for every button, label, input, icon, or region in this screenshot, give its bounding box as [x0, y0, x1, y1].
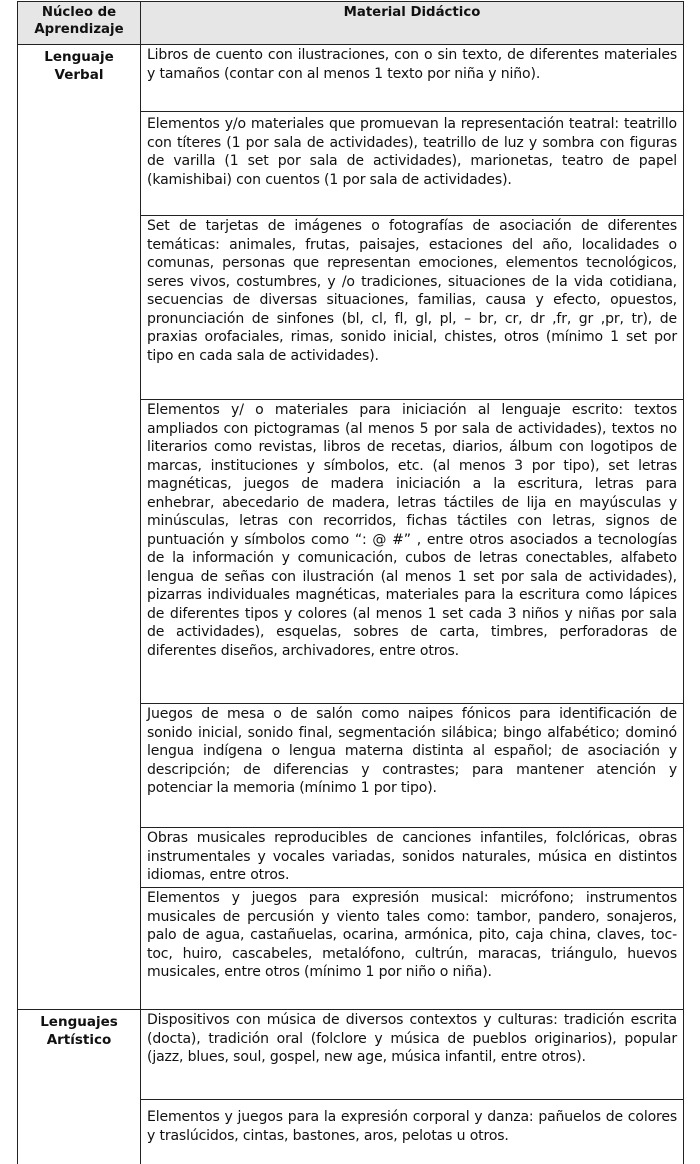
material-cell: Elementos y juegos para la expresión corporal y danza: pañuelos de colores y traslúcidos, cintas, bastones, aros, pelotas u otros.: [141, 1100, 684, 1164]
material-cell: Set de tarjetas de imágenes o fotografías de asociación de diferentes temáticas: animales, frutas, paisajes, estaciones del año, localidades o comunas, personas que representan emociones, elementos tecnológicos, seres vivos, costumbres, y /o tradiciones, situaciones de la vida cotidiana, secuencias de diversas situaciones, familias, causa y efecto, opuestos, pronunciación de sinfones (bl, cl, fl, gl, pl, – br, cr, dr ,fr, gr ,pr, tr), de praxias orofaciales, rimas, sonido inicial, chistes, otros (mínimo 1 set por tipo en cada sala de actividades).: [141, 216, 684, 400]
nucleo-lenguaje-verbal: Lenguaje Verbal: [18, 45, 141, 1010]
header-nucleo: Núcleo de Aprendizaje: [18, 2, 141, 45]
materials-table: [17, 1, 684, 1164]
nucleo-lenguajes-artistico: Lenguajes Artístico: [18, 1010, 141, 1164]
material-cell: Elementos y juegos para expresión musical: micrófono; instrumentos musicales de percusión y viento tales como: tambor, pandero, sonajeros, palo de agua, castañuelas, ocarina, armónica, pito, caja china, claves, toc-toc, huiro, cascabeles, metalófono, cultrún, maracas, triángulo, huevos musicales, entre otros (mínimo 1 por niño o niña).: [141, 888, 684, 1010]
table-row: [18, 45, 684, 112]
material-cell: Elementos y/ o materiales para iniciación al lenguaje escrito: textos ampliados con pictogramas (al menos 5 por sala de actividades), textos no literarios como revistas, libros de recetas, diarios, álbum con logotipos de marcas, instituciones y símbolos, etc. (al menos 3 por tipo), set letras magnéticas, juegos de madera iniciación a la escritura, letras para enhebrar, abecedario de madera, letras táctiles de lija en mayúsculas y minúsculas, letras con recorridos, fichas táctiles con letras, signos de puntuación y símbolos como “: @ #” , entre otros asociados a tecnologías de la información y comunicación, cubos de letras conectables, alfabeto lengua de señas con ilustración (al menos 1 set por sala de actividades), pizarras individuales magnéticas, materiales para la escritura como lápices de diferentes tipos y colores (al menos 1 set cada 3 niños y niñas por sala de actividades), esquelas, sobres de carta, timbres, perforadoras de diferentes diseños, archivadores, entre otros.: [141, 400, 684, 704]
header-material: Material Didáctico: [141, 2, 684, 45]
material-cell: Juegos de mesa o de salón como naipes fónicos para identificación de sonido inicial, sonido final, segmentación silábica; bingo alfabético; dominó lengua indígena o lengua materna distinta al español; de asociación y descripción; de diferencias y contrastes; para mantener atención y potenciar la memoria (mínimo 1 por tipo).: [141, 704, 684, 828]
table-row: [18, 1010, 684, 1100]
material-cell: Obras musicales reproducibles de canciones infantiles, folclóricas, obras instrumentales y vocales variadas, sonidos naturales, música en distintos idiomas, entre otros.: [141, 828, 684, 888]
header-row: [18, 2, 684, 45]
material-cell: Dispositivos con música de diversos contextos y culturas: tradición escrita (docta), tradición oral (folclore y música de pueblos originarios), popular (jazz, blues, soul, gospel, new age, música infantil, entre otros).: [141, 1010, 684, 1100]
material-cell: Elementos y/o materiales que promuevan la representación teatral: teatrillo con títeres (1 por sala de actividades), teatrillo de luz y sombra con figuras de varilla (1 set por sala de actividades), marionetas, teatro de papel (kamishibai) con cuentos (1 por sala de actividades).: [141, 112, 684, 216]
material-cell: Libros de cuento con ilustraciones, con o sin texto, de diferentes materiales y tamaños (contar con al menos 1 texto por niña y niño).: [141, 45, 684, 112]
